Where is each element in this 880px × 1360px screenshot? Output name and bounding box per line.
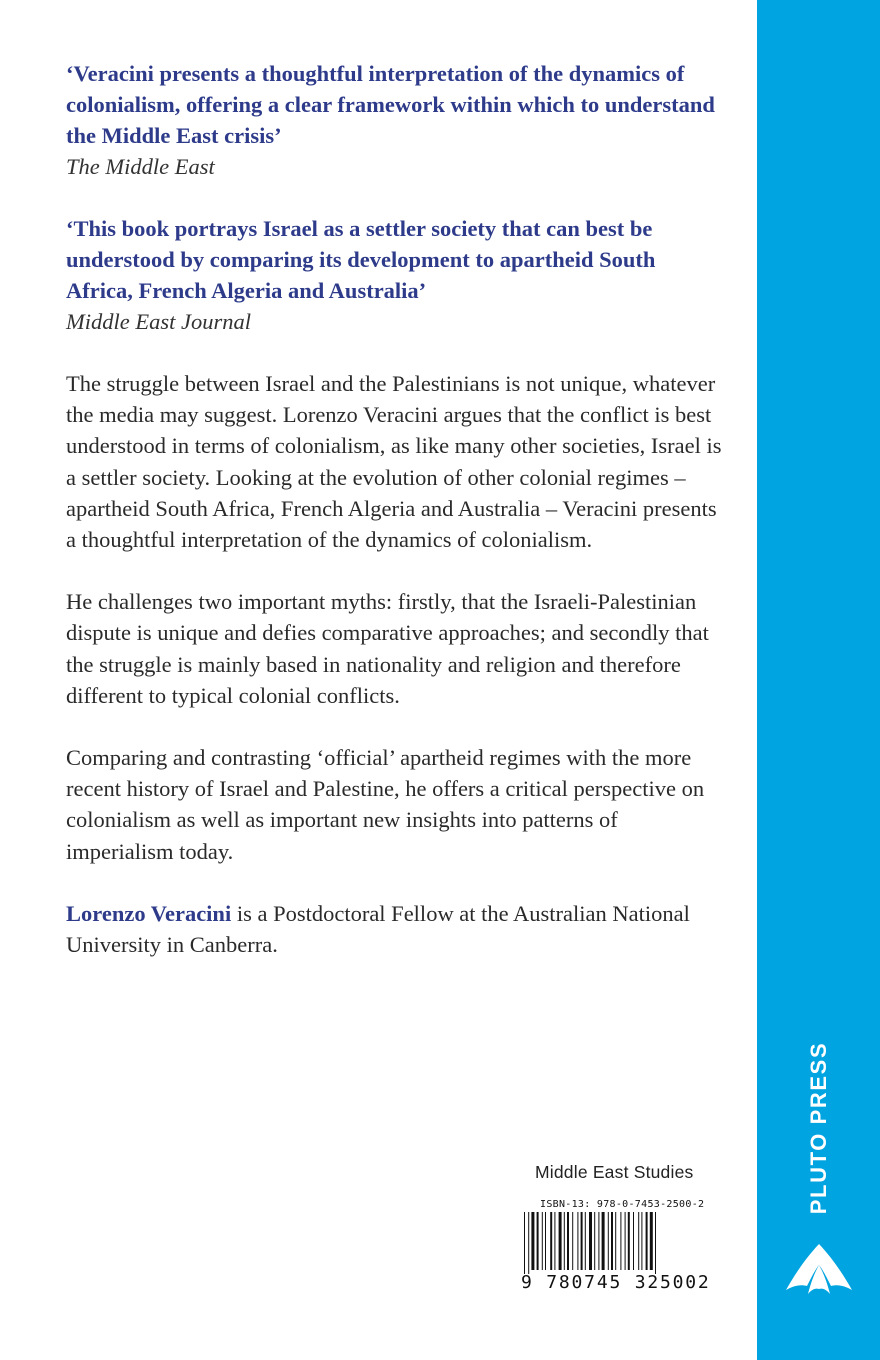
review-source: The Middle East bbox=[66, 154, 215, 179]
description-paragraph: He challenges two important myths: firstly, that the Israeli-Palestinian dispute is unique and defies comparative approaches; and secondly that the struggle is mainly based in nationality and religion and therefore different to typical colonial conflicts. bbox=[66, 589, 709, 708]
description-paragraph: The struggle between Israel and the Palestinians is not unique, whatever the media may suggest. Lorenzo Veracini argues that the conflict is best understood in terms of colonialism, as like many other societies, Israel is a settler society. Looking at the evolution of other colonial regimes – apartheid South Africa, French Algeria and Australia – Veracini presents a thoughtful interpretation of the dynamics of colonialism. bbox=[66, 371, 722, 553]
review-source: Middle East Journal bbox=[66, 309, 251, 334]
series-category: Middle East Studies bbox=[535, 1162, 694, 1182]
review-1 bbox=[66, 58, 726, 182]
barcode-digits: 9 780745 325002 bbox=[521, 1272, 711, 1293]
back-cover-text bbox=[66, 58, 726, 960]
description-paragraph: Comparing and contrasting ‘official’ apartheid regimes with the more recent history of Israel and Palestine, he offers a critical perspective on colonialism as well as important new insights into patterns of imperialism today. bbox=[66, 745, 705, 864]
isbn-label: ISBN-13: 978-0-7453-2500-2 bbox=[540, 1199, 705, 1210]
author-bio bbox=[66, 898, 726, 960]
author-name: Lorenzo Veracini bbox=[66, 900, 232, 926]
review-2 bbox=[66, 213, 726, 337]
review-quote: ‘Veracini presents a thoughtful interpretation of the dynamics of colonialism, offering a clear framework within which to understand the Middle East crisis’ bbox=[66, 61, 715, 148]
barcode bbox=[522, 1212, 688, 1274]
publisher-name: PLUTO PRESS bbox=[806, 1041, 831, 1215]
review-quote: ‘This book portrays Israel as a settler society that can best be understood by comparing its development to apartheid South Africa, French Algeria and Australia’ bbox=[66, 216, 656, 303]
pluto-press-logo-icon bbox=[786, 1238, 852, 1296]
author-bio-text: is a Postdoctoral Fellow at the Australian National University in Canberra. bbox=[66, 900, 690, 958]
